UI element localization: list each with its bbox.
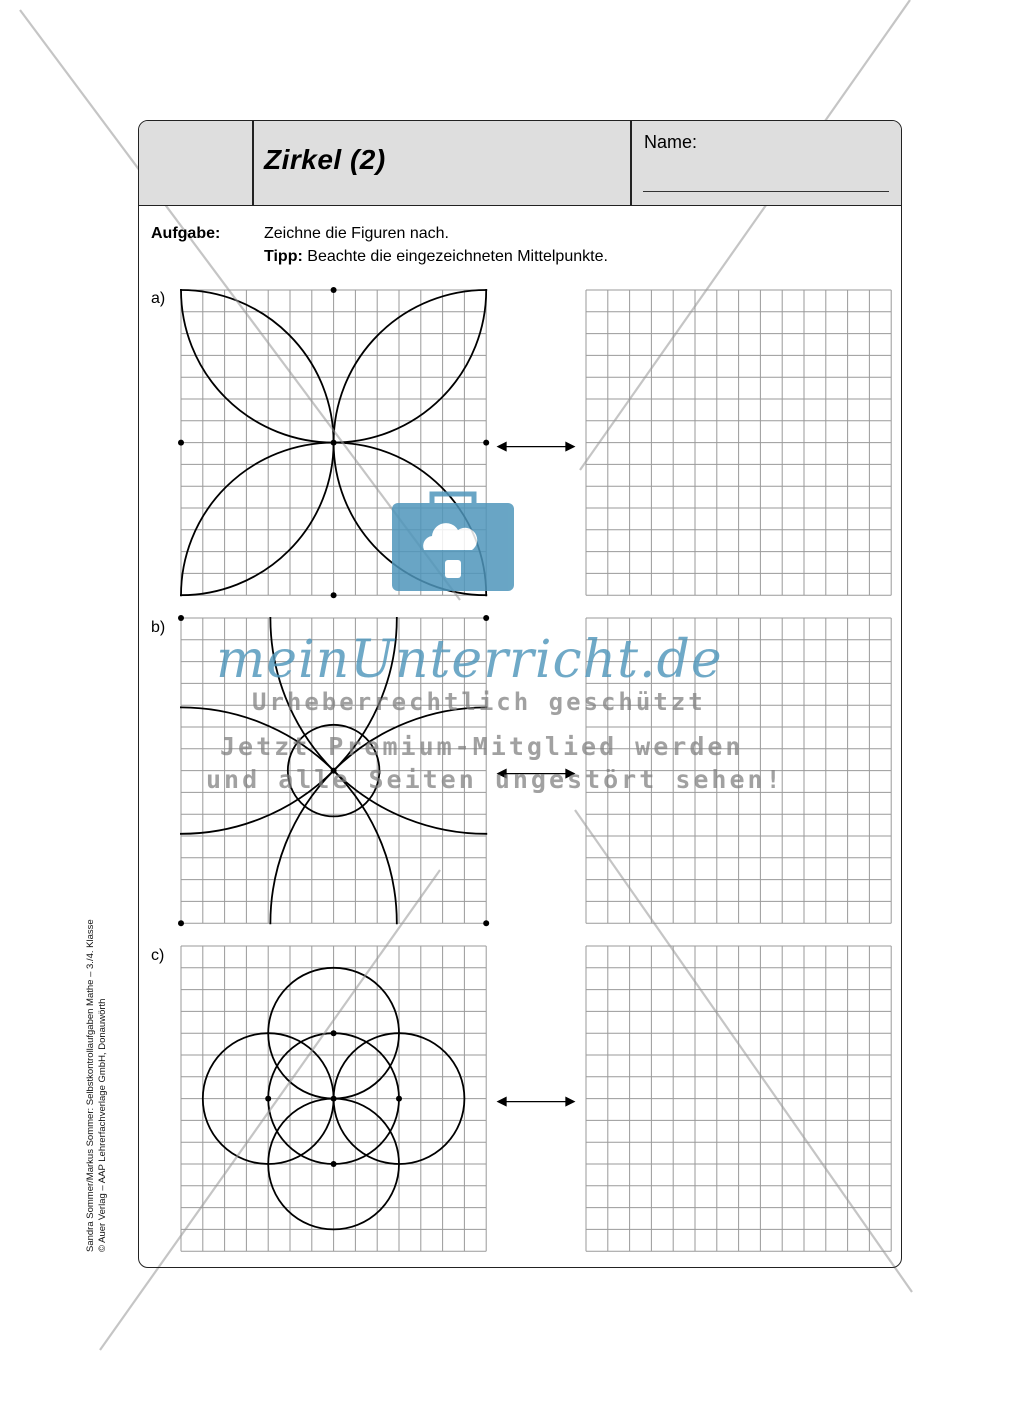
exercise-label-c: c) bbox=[151, 947, 165, 964]
task-label: Aufgabe: bbox=[151, 225, 221, 242]
tip-label: Tipp: bbox=[264, 248, 303, 265]
name-label: Name: bbox=[644, 132, 698, 152]
credit-publisher: © Auer Verlag – AAP Lehrerfachverlage GmbH, Donauwörth bbox=[97, 998, 108, 1252]
task-tip bbox=[264, 248, 608, 266]
exercise-label-a: a) bbox=[151, 290, 166, 307]
name-input-line[interactable] bbox=[643, 191, 889, 192]
task-instruction: Zeichne die Figuren nach. bbox=[264, 225, 449, 242]
watermark-view-text: und alle Seiten ungestört sehen! bbox=[206, 765, 784, 794]
watermark-logo: meinUnterricht.de bbox=[216, 630, 723, 690]
credit-authors: Sandra Sommer/Markus Sommer: Selbstkontrollaufgaben Mathe – 3./4. Klasse bbox=[85, 919, 96, 1252]
exercise-label-b: b) bbox=[151, 619, 166, 636]
watermark-copyright-text: Urheberrechtlich geschützt bbox=[252, 688, 706, 716]
tip-text: Beachte die eingezeichneten Mittelpunkte. bbox=[307, 248, 608, 265]
header-divider bbox=[630, 121, 632, 205]
copyright-credit bbox=[85, 852, 109, 1252]
header-divider bbox=[252, 121, 254, 205]
worksheet-title: Zirkel (2) bbox=[264, 144, 386, 175]
watermark-premium-text: Jetzt Premium-Mitglied werden bbox=[220, 732, 744, 761]
